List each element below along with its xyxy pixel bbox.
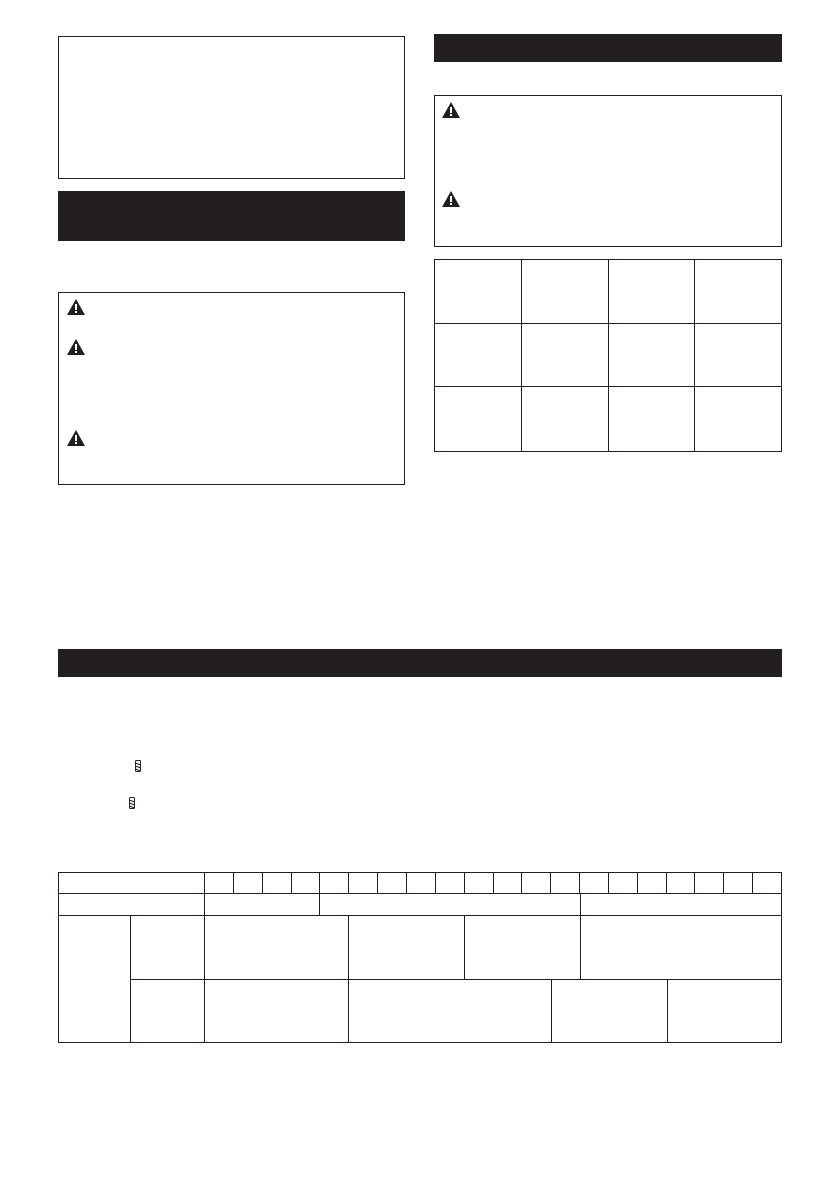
battery-indicator-table (434, 259, 782, 452)
table-cell (521, 387, 608, 452)
warning-triangle-icon (442, 102, 460, 118)
warning-triangle-icon (442, 191, 460, 207)
section-heading-bar-right (434, 34, 782, 62)
table-cell (521, 324, 608, 387)
warning-triangle-icon (67, 299, 85, 315)
table-cell (695, 324, 782, 387)
warning-triangle-icon (67, 430, 85, 446)
caution-box-left (58, 292, 405, 485)
drill-spiral-icon (128, 797, 136, 809)
notice-box-top-left (58, 36, 405, 179)
table-cell (608, 387, 695, 452)
table-cell (608, 324, 695, 387)
table-cell (695, 260, 782, 324)
table-cell (435, 387, 522, 452)
section-heading-bar-full (58, 649, 782, 677)
table-cell (695, 387, 782, 452)
drill-spiral-icon (134, 760, 142, 772)
table-cell (608, 260, 695, 324)
caution-box-right (434, 95, 782, 247)
section-heading-bar-left (58, 191, 405, 241)
table-cell (435, 324, 522, 387)
table-cell (521, 260, 608, 324)
setting-number-ruler (204, 873, 781, 893)
warning-triangle-icon (67, 339, 85, 355)
table-cell (435, 260, 522, 324)
torque-settings-table (58, 872, 782, 1043)
